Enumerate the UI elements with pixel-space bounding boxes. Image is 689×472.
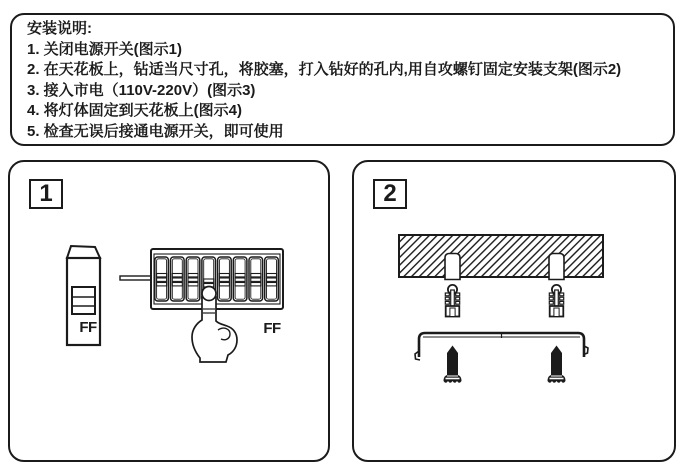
instruction-step-4: 4. 将灯体固定到天花板上(图示4): [27, 102, 243, 120]
figure-panel-1: [8, 160, 330, 462]
instruction-step-1: 1. 关闭电源开关(图示1): [27, 40, 183, 58]
figure-number-badge: 1: [29, 179, 63, 209]
mounting-bracket-icon: [415, 333, 588, 360]
drill-hole-icon: [445, 254, 460, 280]
figure-panel-2: [352, 160, 676, 462]
breaker-off-label: FF: [79, 319, 97, 336]
distribution-panel-icon: [151, 249, 283, 309]
ceiling-section-icon: [399, 235, 603, 280]
instructions-title: 安装说明:: [27, 20, 92, 37]
wire-icon: [120, 276, 153, 280]
drill-hole-icon: [549, 254, 564, 280]
instruction-step-5: 5. 检查无误后接通电源开关，即可使用: [27, 122, 284, 140]
panel-off-label: FF: [263, 320, 281, 337]
wall-anchor-icon: [549, 285, 563, 317]
screw-icon: [444, 346, 462, 383]
instruction-box: [10, 13, 675, 146]
screw-icon: [548, 346, 566, 383]
wall-anchor-icon: [445, 285, 459, 317]
instruction-step-2: 2. 在天花板上，钻适当尺寸孔，将胶塞，打入钻好的孔内,用自攻螺钉固定安装支架(图示2): [27, 61, 622, 79]
figure-number-badge: 2: [373, 179, 407, 209]
instruction-step-3: 3. 接入市电（110V-220V）(图示3): [27, 81, 256, 99]
